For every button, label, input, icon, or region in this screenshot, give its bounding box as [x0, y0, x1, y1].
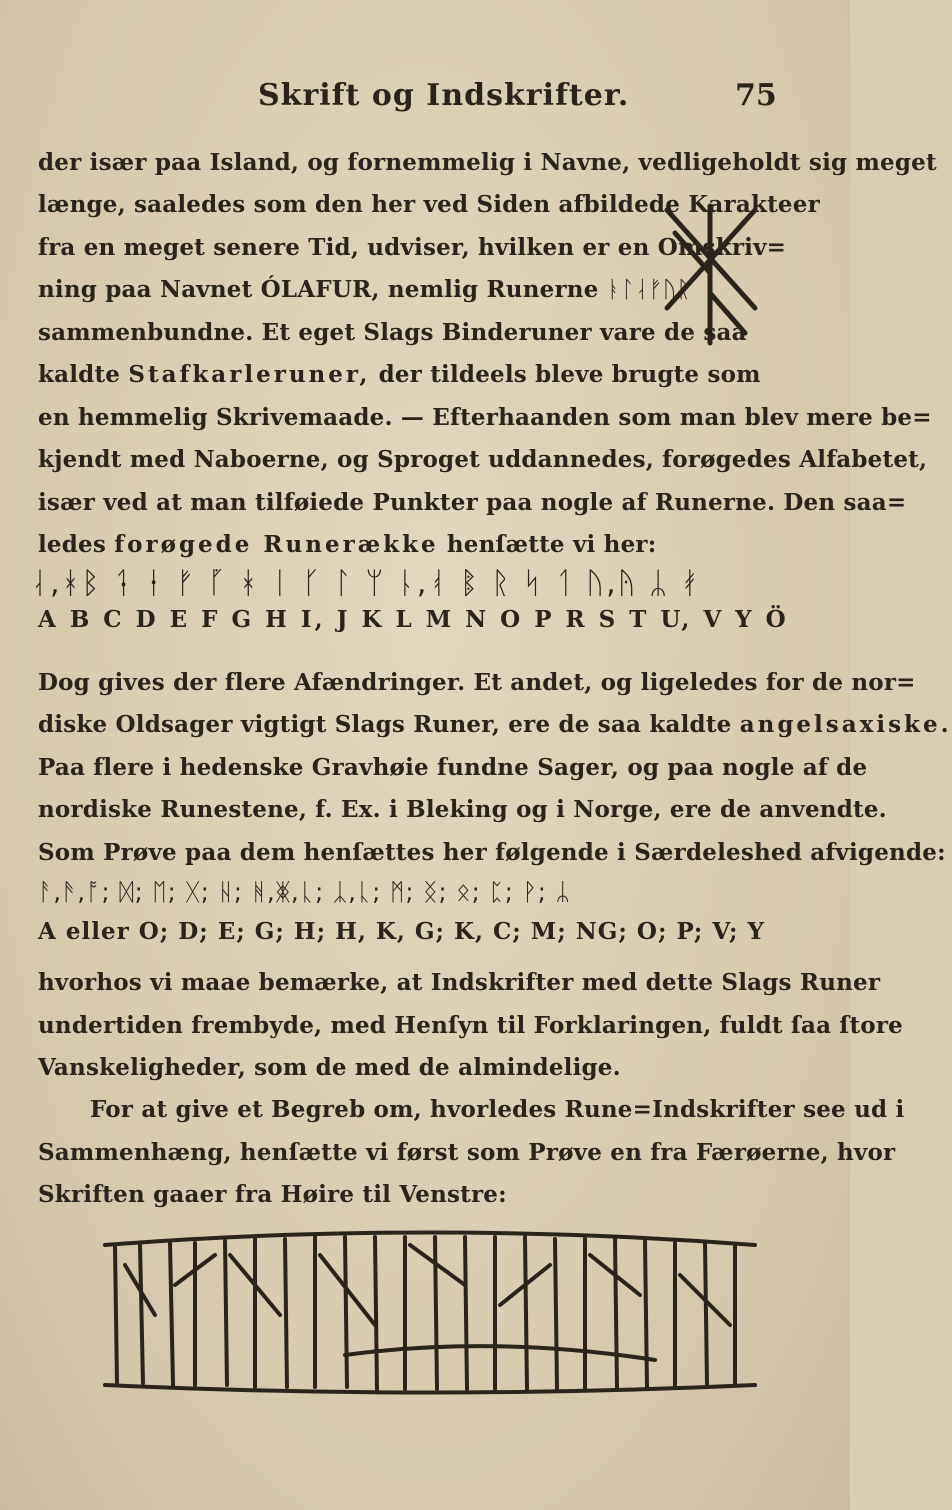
olafur-runes: ᚭᛚᛆᚠᚢᚱ — [606, 277, 691, 303]
text-fragment: ning paa Navnet — [38, 276, 253, 303]
angel-term: angelsaxiske. — [739, 711, 952, 738]
text-line: Sammenhæng, henſætte vi først som Prøve en fra Færøerne, hvor — [38, 1139, 896, 1166]
text-line-olafur — [38, 275, 691, 305]
text-fragment: kaldte — [38, 361, 121, 388]
text-fragment: diske Oldsager vigtigt Slags Runer, ere de saa kaldte — [38, 711, 732, 738]
text-line: Vanskeligheder, som de med de almindelige. — [38, 1054, 621, 1081]
rune-row: ᛆ,ᚼᛒ ᛑ ᛂ ᚠ ᚵ ᚼ ᛁ ᚴ ᛚ ᛘ ᚿ,ᚮ ᛔ ᚱ ᛋ ᛐ ᚢ,ᚤ ᛦ ᚯ — [30, 566, 701, 601]
faroese-inscription-figure — [95, 1225, 765, 1395]
text-fragment: henſætte vi her: — [446, 531, 657, 558]
text-line: sammenbundne. Et eget Slags Binderuner vare de saa — [38, 319, 747, 346]
foroeged-term: forøgede Runerække — [114, 531, 439, 558]
text-line: nordiske Runestene, f. Ex. i Bleking og i Norge, ere de anvendte. — [38, 796, 887, 823]
text-line-foroeged — [38, 530, 656, 560]
olafur-name: ÓLAFUR — [260, 276, 372, 303]
text-line: en hemmelig Skrivemaade. — Efterhaanden som man blev mere be= — [38, 404, 932, 431]
text-line-stafkarl — [38, 360, 761, 390]
text-line: Dog gives der flere Afændringer. Et andet, og ligeledes for de nor= — [38, 669, 916, 696]
text-line: Paa flere i hedenske Gravhøie fundne Sager, og paa nogle af de — [38, 754, 868, 781]
text-line: der især paa Island, og fornemmelig i Navne, vedligeholdt sig meget — [38, 149, 937, 176]
page-header — [0, 78, 850, 118]
page-number: 75 — [735, 78, 777, 113]
text-fragment: der tildeels bleve brugte som — [370, 361, 761, 388]
rune-row-latin: A B C D E F G H I, J K L M N O P R S T U, V Y Ö — [38, 606, 789, 633]
text-line: især ved at man tilføiede Punkter paa nogle af Runerne. Den saa= — [38, 489, 907, 516]
text-line: hvorhos vi maae bemærke, at Indskrifter med dette Slags Runer — [38, 969, 881, 996]
angelsaxon-rune-row: ᚨ,ᚫ,ᚩ; ᛞ; ᛖ; ᚷ; ᚺ; ᚻ,ᛤ,ᚳ; ᛣ,ᚳ; ᛗ; ᛝ; ᛟ; ᛈ; ᚹ; ᛦ — [38, 878, 571, 906]
text-line: For at give et Begreb om, hvorledes Rune=Indskrifter see ud i — [90, 1096, 905, 1123]
text-line: fra en meget senere Tid, udviser, hvilken er en Omskriv= — [38, 234, 787, 261]
text-line-angel — [38, 710, 952, 740]
text-fragment: ledes — [38, 531, 107, 558]
text-line: kjendt med Naboerne, og Sproget uddannedes, forøgedes Alfabetet, — [38, 446, 928, 473]
stafkarl-term: Stafkarleruner, — [128, 361, 371, 388]
text-fragment: , nemlig Runerne — [371, 276, 599, 303]
text-line: Skriften gaaer fra Høire til Venstre: — [38, 1181, 507, 1208]
text-line: længe, saaledes som den her ved Siden afbildede Karakteer — [38, 191, 820, 218]
text-line: undertiden frembyde, med Henſyn til Forklaringen, fuldt ſaa ſtore — [38, 1012, 903, 1039]
text-line: Som Prøve paa dem henſættes her følgende i Særdeleshed afvigende: — [38, 839, 946, 866]
bind-rune-figure — [655, 198, 765, 348]
angelsaxon-rune-latin: A eller O; D; E; G; H; H, K, G; K, C; M; NG; O; P; V; Y — [38, 918, 765, 945]
running-title: Skrift og Indskrifter. — [258, 78, 630, 113]
